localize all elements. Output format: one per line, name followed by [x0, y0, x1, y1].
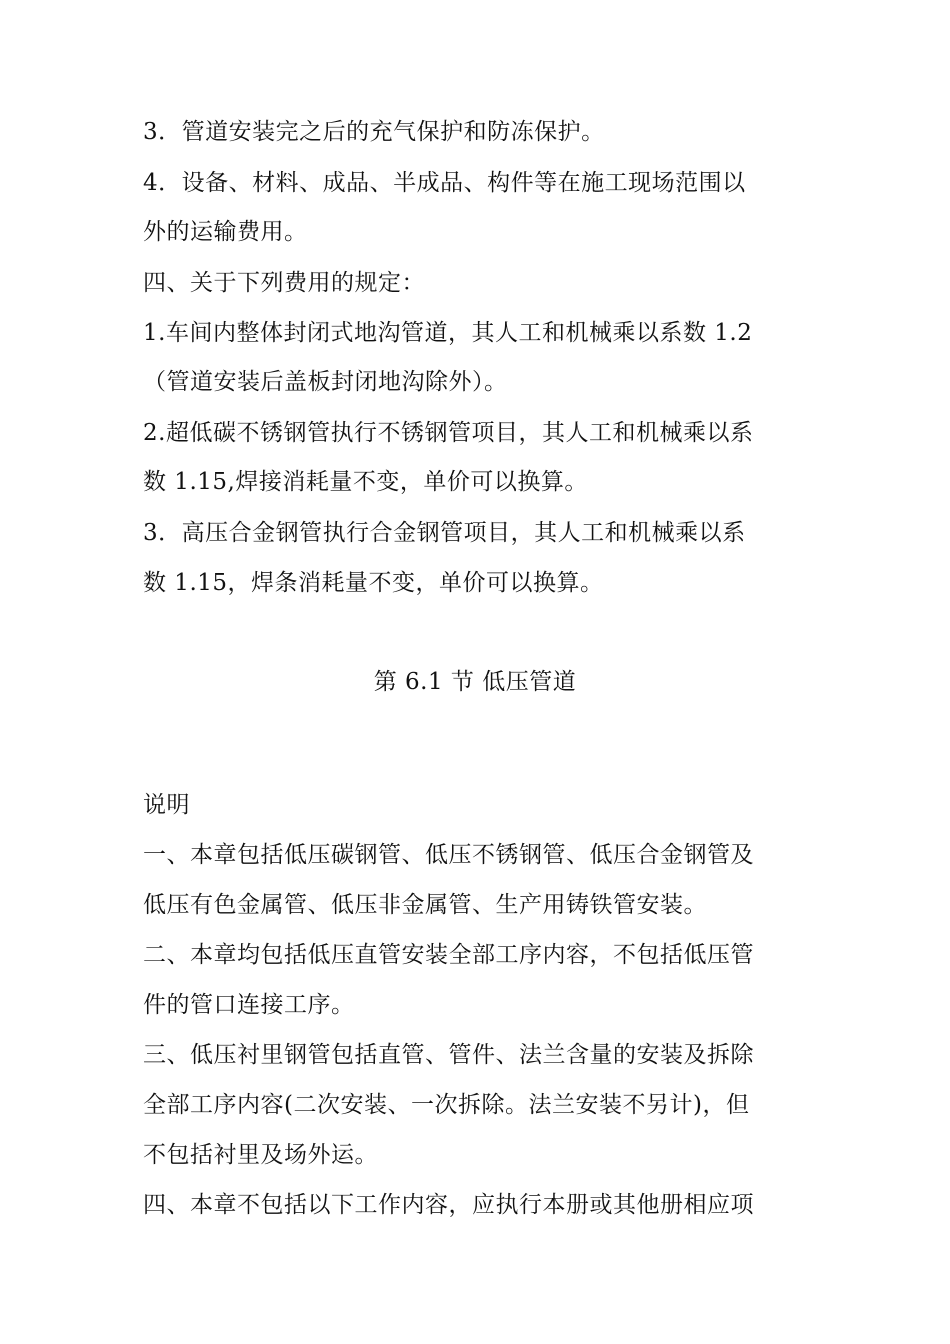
- text-line: 数 1.15,焊接消耗量不变，单价可以换算。: [143, 469, 588, 495]
- text-line: 不包括衬里及场外运。: [143, 1142, 378, 1168]
- text-line: （管道安装后盖板封闭地沟除外）。: [143, 369, 508, 395]
- text-line: 外的运输费用。: [143, 219, 308, 245]
- text-line: 二、本章均包括低压直管安装全部工序内容，不包括低压管: [143, 942, 754, 968]
- text-line: 3．高压合金钢管执行合金钢管项目，其人工和机械乘以系: [143, 520, 746, 546]
- text-line: 全部工序内容(二次安装、一次拆除。法兰安装不另计)，但: [143, 1092, 750, 1118]
- text-line: 1.车间内整体封闭式地沟管道，其人工和机械乘以系数 1.2: [143, 320, 753, 346]
- section-heading: 第 6.1 节 低压管道: [373, 669, 577, 695]
- text-line: 四、关于下列费用的规定：: [143, 270, 425, 296]
- text-line: 2.超低碳不锈钢管执行不锈钢管项目，其人工和机械乘以系: [143, 420, 754, 446]
- text-line: 数 1.15，焊条消耗量不变，单价可以换算。: [143, 570, 604, 596]
- text-line: 3．管道安装完之后的充气保护和防冻保护。: [143, 119, 605, 145]
- text-line: 低压有色金属管、低压非金属管、生产用铸铁管安装。: [143, 892, 707, 918]
- text-line: 一、本章包括低压碳钢管、低压不锈钢管、低压合金钢管及: [143, 842, 754, 868]
- text-line: 三、低压衬里钢管包括直管、管件、法兰含量的安装及拆除: [143, 1042, 754, 1068]
- text-line: 件的管口连接工序。: [143, 992, 355, 1018]
- text-line: 四、本章不包括以下工作内容，应执行本册或其他册相应项: [143, 1192, 754, 1218]
- text-line: 4．设备、材料、成品、半成品、构件等在施工现场范围以: [143, 170, 746, 196]
- text-line: 说明: [143, 792, 190, 818]
